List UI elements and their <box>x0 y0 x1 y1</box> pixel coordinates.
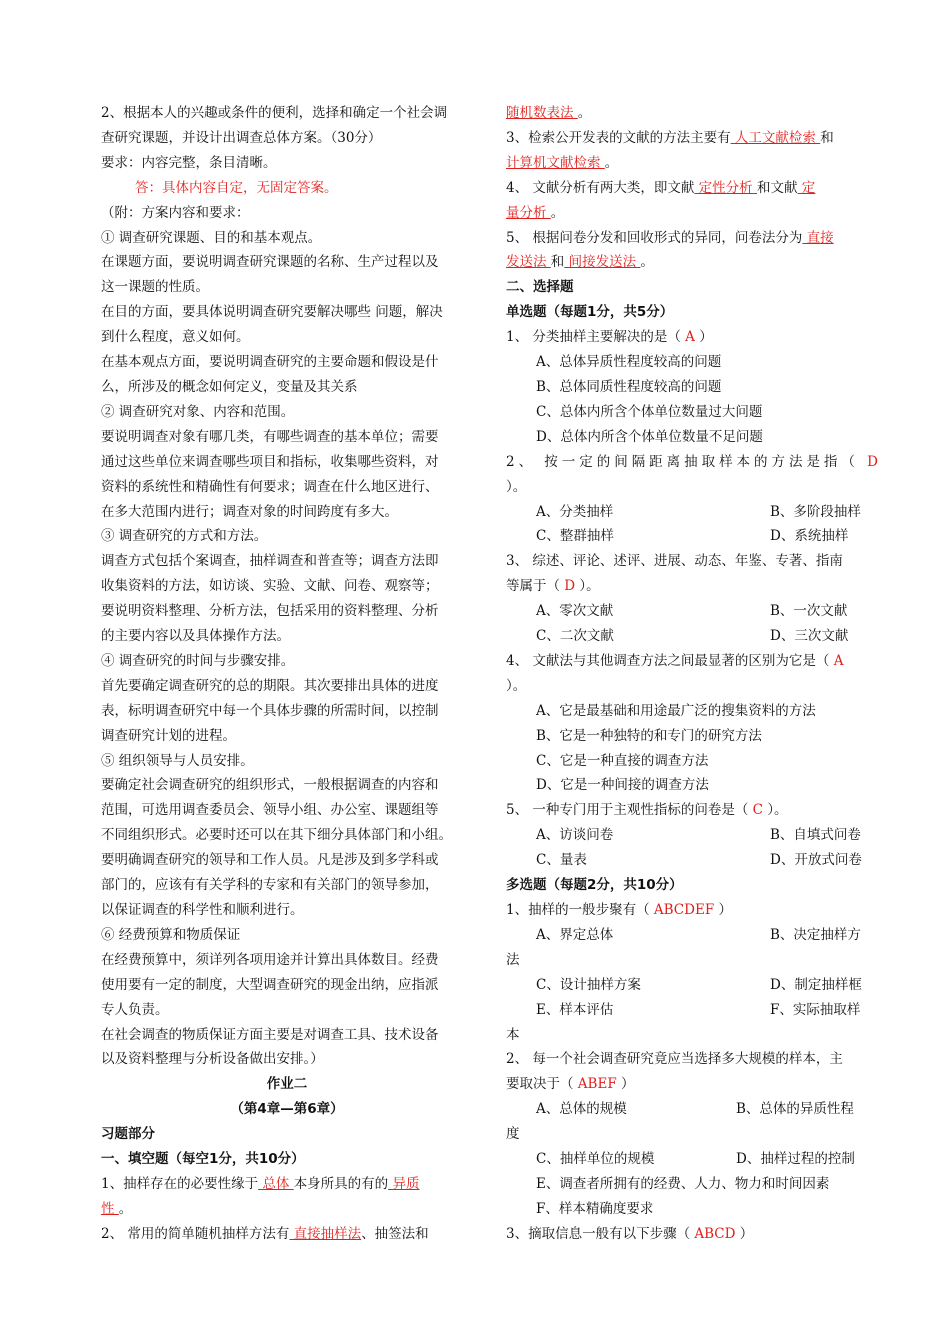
question-text: ）。 <box>579 578 600 595</box>
left-column <box>101 101 473 1247</box>
fill-in-heading: 一、填空题（每空1分，共10分） <box>101 1151 305 1168</box>
answer-letter: ABEF <box>573 1076 621 1093</box>
question-text: 和 <box>550 254 565 271</box>
option-row <box>506 848 878 873</box>
appendix-text: （附：方案内容和要求： <box>101 204 250 221</box>
question-text: ） <box>718 902 732 918</box>
question-text: 1、抽样存在的必要性缘于 <box>101 1175 259 1192</box>
question-text: 2、 按一定的间隔距离抽取样本的方法是指（ <box>506 453 859 470</box>
paragraph-line: 在多大范围内进行；调查对象的时间跨度有多大。 <box>101 503 398 520</box>
paragraph-line: 资料的系统性和精确性有何要求；调查在什么地区进行、 <box>101 478 439 495</box>
paragraph-line: 要说明资料整理、分析方法，包括采用的资料整理、分析 <box>101 603 439 620</box>
option: B、一次文献 <box>770 603 848 620</box>
answer-blank: 总体 <box>258 1175 294 1192</box>
option: D、系统抽样 <box>770 528 849 545</box>
paragraph-line: 以及资料整理与分析设备做出安排。） <box>101 1051 324 1068</box>
answer-blank: 定 <box>797 179 816 196</box>
paragraph-line: 范围，可选用调查委员会、领导小组、办公室、课题组等 <box>101 802 439 819</box>
exercise-heading: 习题部分 <box>101 1126 155 1143</box>
answer-letter: D <box>560 578 580 595</box>
answer-letter: ABCD <box>690 1225 740 1242</box>
option: B、总体同质性程度较高的问题 <box>536 378 722 395</box>
option: B、多阶段抽样 <box>770 503 861 520</box>
answer-letter: A <box>833 652 844 669</box>
option-row <box>506 1097 878 1122</box>
paragraph-line: 在基本观点方面，要说明调查研究的主要命题和假设是什 <box>101 354 439 371</box>
option: A、总体异质性程度较高的问题 <box>536 354 722 371</box>
question-text: 1、抽样的一般步聚有（ <box>506 902 650 918</box>
single-question-2 <box>506 450 878 475</box>
question-text: 。 <box>118 1200 133 1217</box>
answer-blank: 人工文献检索 <box>730 129 821 146</box>
paragraph-line: 在目的方面，要具体说明调查研究要解决哪些 问题，解决 <box>101 304 443 321</box>
paragraph-line: 到什么程度，意义如何。 <box>101 329 250 346</box>
question-text: 3、摘取信息一般有以下步骤（ <box>506 1225 691 1242</box>
option: E、调查者所拥有的经费、人力、物力和时间因素 <box>536 1175 830 1192</box>
answer-letter: D <box>867 453 878 470</box>
option: B、决定抽样方 <box>770 926 861 943</box>
section-6-heading: ⑥ 经费预算和物质保证 <box>101 926 241 943</box>
fill-question-1 <box>101 1172 473 1197</box>
option: A、它是最基础和用途最广泛的搜集资料的方法 <box>536 702 816 719</box>
question-text: 1、 分类抽样主要解决的是（ <box>506 329 681 346</box>
option-row <box>506 1147 878 1172</box>
option-row <box>506 973 878 998</box>
option: A、总体的规模 <box>536 1101 627 1118</box>
option: F、样本精确度要求 <box>536 1200 654 1217</box>
option: D、制定抽样框 <box>770 976 862 993</box>
question-text: 。 <box>550 204 565 221</box>
answer-blank: 随机数表法 <box>506 105 578 121</box>
option: D、三次文献 <box>770 628 849 645</box>
answer-blank: 发送法 <box>506 254 551 271</box>
paragraph-line: 么，所涉及的概念如何定义，变量及其关系 <box>101 378 358 395</box>
paragraph-line: 首先要确定调查研究的总的期限。其次要排出具体的进度 <box>101 677 439 694</box>
paragraph-line: 专人负责。 <box>101 1001 169 1018</box>
answer-blank: 量分析 <box>506 204 551 221</box>
question-text: ） <box>699 329 713 346</box>
option-row <box>506 823 878 848</box>
multi-question-2-cont <box>506 1072 878 1097</box>
paragraph-line: 收集资料的方法，如访谈、实验、文献、问卷、观察等； <box>101 578 439 595</box>
option: C、量表 <box>536 852 587 869</box>
option-row <box>506 923 878 948</box>
answer-letter: A <box>680 329 700 346</box>
option: A、界定总体 <box>536 926 614 943</box>
question-2-title: 2、根据本人的兴趣或条件的便利，选择和确定一个社会调 <box>101 105 448 121</box>
option-row <box>506 624 878 649</box>
option: C、整群抽样 <box>536 528 614 545</box>
fill-question-2-cont <box>506 101 878 126</box>
section-3-heading: ③ 调查研究的方式和方法。 <box>101 528 268 545</box>
option: D、它是一种间接的调查方法 <box>536 777 709 794</box>
paragraph-line: 的主要内容以及具体操作方法。 <box>101 628 290 645</box>
paragraph-line: 调查研究计划的进程。 <box>101 727 236 744</box>
homework-title: 作业二 <box>266 1076 308 1093</box>
requirement-text: 要求：内容完整，条目清晰。 <box>101 154 277 171</box>
question-text: 5、 一种专门用于主观性指标的问卷是（ <box>506 802 749 819</box>
option: B、它是一种独特的和专门的研究方法 <box>536 727 762 744</box>
paragraph-line: 要说明调查对象有哪几类，有哪些调查的基本单位；需要 <box>101 428 439 445</box>
question-text: 和 <box>820 129 834 146</box>
paragraph-line: 在课题方面，要说明调查研究课题的名称、生产过程以及 <box>101 254 439 271</box>
question-text: 3、检索公开发表的文献的方法主要有 <box>506 129 731 146</box>
option-row <box>506 599 878 624</box>
question-text: 2、 常用的简单随机抽样方法有 <box>101 1225 290 1242</box>
option-row <box>506 524 878 549</box>
fill-question-2 <box>101 1222 473 1247</box>
paragraph-line: 在社会调查的物质保证方面主要是对调查工具、技术设备 <box>101 1026 439 1043</box>
answer-text: 答：具体内容自定，无固定答案。 <box>135 179 338 196</box>
single-question-1 <box>506 325 878 350</box>
multi-question-1 <box>506 898 878 923</box>
paragraph-line: 在经费预算中，须详列各项用途并计算出具体数目。经费 <box>101 951 439 968</box>
question-text: 本身所具的有的 <box>293 1175 389 1192</box>
option: C、抽样单位的规模 <box>536 1151 655 1168</box>
question-text: ） <box>739 1225 754 1242</box>
option: C、总体内所含个体单位数量过大问题 <box>536 403 763 420</box>
paragraph-line: 要明确调查研究的领导和工作人员。凡是涉及到多学科或 <box>101 852 439 869</box>
fill-question-5 <box>506 226 878 251</box>
single-question-4-cont: ）。 <box>506 677 527 694</box>
paragraph-line: 以保证调查的科学性和顺利进行。 <box>101 902 304 918</box>
paragraph-line: 不同组织形式。必要时还可以在其下细分具体部门和小组。 <box>101 827 452 844</box>
question-2-title-cont: 查研究课题，并设计出调查总体方案。（30分） <box>101 129 382 146</box>
answer-blank: 异质 <box>388 1175 420 1192</box>
question-text: ）。 <box>767 802 788 819</box>
single-question-5 <box>506 798 878 823</box>
right-column <box>506 101 878 1247</box>
option: C、它是一种直接的调查方法 <box>536 752 709 769</box>
answer-letter: ABCDEF <box>649 902 719 918</box>
option: E、样本评估 <box>536 1001 614 1018</box>
option-cont: 本 <box>506 1026 520 1043</box>
option: A、访谈问卷 <box>536 827 614 844</box>
paragraph-line: 部门的，应该有有关学科的专家和有关部门的领导参加， <box>101 877 439 894</box>
fill-question-3 <box>506 126 878 151</box>
section-2-heading: ② 调查研究对象、内容和范围。 <box>101 403 295 420</box>
multi-question-3 <box>506 1222 878 1247</box>
option-cont: 法 <box>506 951 520 968</box>
option: C、二次文献 <box>536 628 614 645</box>
fill-question-4 <box>506 176 878 201</box>
question-text: 5、 根据问卷分发和回收形式的异同，问卷法分为 <box>506 229 803 246</box>
option: C、设计抽样方案 <box>536 976 641 993</box>
question-text: 等属于（ <box>506 578 560 595</box>
single-choice-heading: 单选题（每题1分，共5分） <box>506 304 674 321</box>
question-text: 4、 文献分析有两大类，即文献 <box>506 179 695 196</box>
answer-letter: C <box>748 802 768 819</box>
option: D、开放式问卷 <box>770 852 862 869</box>
option: B、自填式问卷 <box>770 827 861 844</box>
single-question-3-cont <box>506 574 878 599</box>
single-question-2-cont: ）。 <box>506 478 527 495</box>
question-text: 。 <box>604 154 619 171</box>
single-question-4 <box>506 649 878 674</box>
answer-blank: 间接发送法 <box>564 254 641 271</box>
option: D、抽样过程的控制 <box>736 1151 855 1168</box>
fill-question-1-cont <box>101 1197 473 1222</box>
fill-question-3-cont <box>506 151 878 176</box>
option: F、实际抽取样 <box>770 1001 861 1018</box>
answer-blank: 直接 <box>802 229 834 246</box>
section-5-heading: ⑤ 组织领导与人员安排。 <box>101 752 254 769</box>
paragraph-line: 表，标明调查研究中每一个具体步骤的所需时间，以控制 <box>101 702 439 719</box>
paragraph-line: 调查方式包括个案调查，抽样调查和普查等；调查方法即 <box>101 553 439 570</box>
fill-question-4-cont <box>506 201 878 226</box>
option: A、分类抽样 <box>536 503 614 520</box>
answer-blank: 计算机文献检索 <box>506 154 605 171</box>
option-cont: 度 <box>506 1126 520 1143</box>
question-text: 4、 文献法与其他调查方法之间最显著的区别为它是（ <box>506 652 830 669</box>
answer-blank: 定性分析 <box>694 179 757 196</box>
question-text: 。 <box>577 105 592 121</box>
multi-choice-heading: 多选题（每题2分，共10分） <box>506 877 683 894</box>
question-text: 、抽签法和 <box>361 1225 429 1242</box>
paragraph-line: 使用要有一定的制度，大型调查研究的现金出纳，应指派 <box>101 976 439 993</box>
option-row <box>506 998 878 1023</box>
question-text: 。 <box>640 254 654 271</box>
choice-heading: 二、选择题 <box>506 279 574 296</box>
multi-question-2: 2、 每一个社会调查研究竟应当选择多大规模的样本，主 <box>506 1051 843 1068</box>
question-text: 要取决于（ <box>506 1076 574 1093</box>
single-question-3: 3、 综述、评论、述评、进展、动态、年鉴、专著、指南 <box>506 553 843 570</box>
question-text: ） <box>620 1076 635 1093</box>
paragraph-line: 通过这些单位来调查哪些项目和指标，收集哪些资料，对 <box>101 453 439 470</box>
fill-question-5-cont <box>506 250 878 275</box>
paragraph-line: 要确定社会调查研究的组织形式，一般根据调查的内容和 <box>101 777 439 794</box>
answer-blank: 性 <box>101 1200 119 1217</box>
option: B、总体的异质性程 <box>736 1101 854 1118</box>
section-1-heading: ① 调查研究课题、目的和基本观点。 <box>101 229 322 246</box>
option: D、总体内所含个体单位数量不足问题 <box>536 428 763 445</box>
answer-blank: 直接抽样法 <box>289 1225 362 1242</box>
question-text: 和文献 <box>756 179 798 196</box>
option-row <box>506 500 878 525</box>
paragraph-line: 这一课题的性质。 <box>101 279 209 296</box>
option: A、零次文献 <box>536 603 614 620</box>
section-4-heading: ④ 调查研究的时间与步骤安排。 <box>101 652 295 669</box>
homework-chapters: （第4章—第6章） <box>230 1101 344 1118</box>
